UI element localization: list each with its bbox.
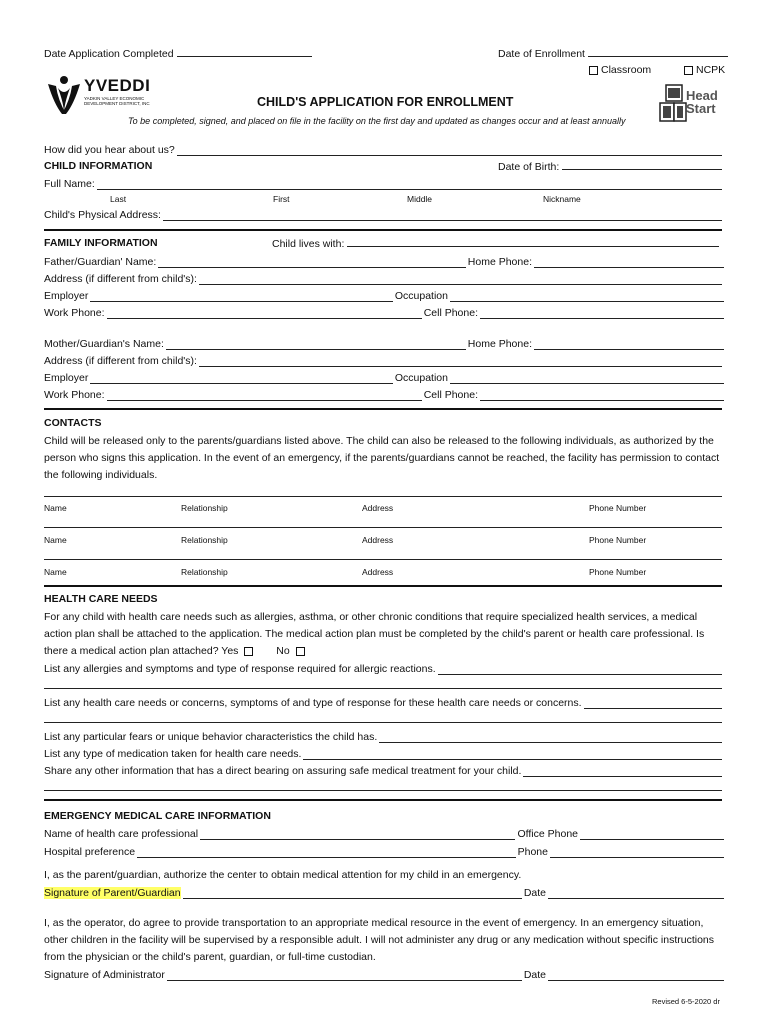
- father-work-phone-field[interactable]: [107, 309, 422, 319]
- fears-field[interactable]: [379, 733, 722, 743]
- admin-date-field[interactable]: [548, 971, 724, 981]
- father-home-phone-label: Home Phone:: [467, 256, 532, 268]
- full-name-field[interactable]: [97, 180, 722, 190]
- lives-with-label: Child lives with:: [272, 238, 345, 250]
- mother-name-label: Mother/Guardian's Name:: [44, 338, 164, 350]
- contact-1-name-label: Name: [44, 503, 67, 513]
- head-start-line1: Head: [686, 88, 718, 103]
- father-employer-row: [44, 288, 724, 302]
- contact-1-relationship-label: Relationship: [181, 503, 228, 513]
- other-info-label: Share any other information that has a direct bearing on assuring safe medical treatment for your child.: [44, 765, 522, 777]
- other-info-field[interactable]: [523, 767, 722, 777]
- contact-3-line[interactable]: [44, 559, 722, 560]
- other-info-row: [44, 763, 724, 777]
- concerns-field[interactable]: [584, 699, 722, 709]
- classroom-option[interactable]: [589, 64, 651, 76]
- yveddi-figure-icon: [44, 74, 84, 116]
- parent-signature-label: Signature of Parent/Guardian: [44, 887, 181, 899]
- contact-3-relationship-label: Relationship: [181, 567, 228, 577]
- allergies-label: List any allergies and symptoms and type of response required for allergic reactions.: [44, 663, 436, 675]
- contacts-text: Child will be released only to the parents/guardians listed above. The child can also be released to the following individuals, as authorized by the person who signs this application. In the event of an emergency, if the parents/guardians cannot be reached, the facility has permission to contact the following individuals.: [44, 435, 720, 481]
- father-name-field[interactable]: [158, 258, 465, 268]
- dob-label: Date of Birth:: [498, 161, 560, 173]
- father-cell-phone-label: Cell Phone:: [423, 307, 478, 319]
- child-address-label: Child's Physical Address:: [44, 209, 161, 221]
- mother-work-phone-field[interactable]: [107, 391, 422, 401]
- mother-employer-label: Employer: [44, 372, 89, 384]
- medication-row: [44, 746, 724, 760]
- mother-address-label: Address (if different from child's):: [44, 355, 197, 367]
- father-home-phone-field[interactable]: [534, 258, 724, 268]
- mother-work-phone-label: Work Phone:: [44, 389, 105, 401]
- no-checkbox[interactable]: [296, 647, 305, 656]
- allergies-row: [44, 661, 724, 675]
- father-occupation-label: Occupation: [394, 290, 448, 302]
- authorize-text: I, as the parent/guardian, authorize the center to obtain medical attention for my child in an emergency.: [44, 869, 522, 881]
- family-info-title: FAMILY INFORMATION: [44, 237, 158, 249]
- hospital-field[interactable]: [137, 848, 516, 858]
- mother-employer-row: [44, 370, 724, 384]
- office-phone-label: Office Phone: [517, 828, 578, 840]
- head-start-logo: [658, 83, 728, 125]
- father-address-label: Address (if different from child's):: [44, 273, 197, 285]
- dob-field[interactable]: [562, 160, 722, 170]
- admin-signature-field[interactable]: [167, 971, 522, 981]
- mother-cell-phone-label: Cell Phone:: [423, 389, 478, 401]
- name-part-last: Last: [110, 194, 127, 204]
- child-address-row: [44, 207, 724, 221]
- classroom-checkbox[interactable]: [589, 66, 598, 75]
- name-part-middle: Middle: [407, 194, 433, 204]
- hear-about-us-label: How did you hear about us?: [44, 144, 175, 156]
- concerns-extra-line[interactable]: [44, 722, 722, 723]
- mother-occupation-field[interactable]: [450, 374, 724, 384]
- contact-3-address-label: Address: [362, 567, 394, 577]
- parent-signature-field[interactable]: [183, 889, 522, 899]
- date-completed-field[interactable]: [177, 47, 312, 57]
- hospital-label: Hospital preference: [44, 846, 136, 858]
- professional-row: [44, 826, 724, 840]
- revised-footer: Revised 6-5-2020 dr: [652, 997, 720, 1006]
- no-label: No: [276, 645, 290, 657]
- date-enrollment-field[interactable]: [588, 47, 728, 57]
- full-name-label: Full Name:: [44, 178, 95, 190]
- father-address-field[interactable]: [199, 275, 722, 285]
- contact-2-relationship-label: Relationship: [181, 535, 228, 545]
- fears-label: List any particular fears or unique behavior characteristics the child has.: [44, 731, 378, 743]
- allergies-field[interactable]: [438, 665, 722, 675]
- contact-2-name-label: Name: [44, 535, 67, 545]
- mother-home-phone-field[interactable]: [534, 340, 724, 350]
- professional-label: Name of health care professional: [44, 828, 199, 840]
- ncpk-checkbox[interactable]: [684, 66, 693, 75]
- hospital-phone-field[interactable]: [550, 848, 724, 858]
- contact-1-address-label: Address: [362, 503, 394, 513]
- date-completed-label: Date Application Completed: [44, 48, 174, 60]
- hospital-row: [44, 844, 724, 858]
- section-divider: [44, 229, 722, 231]
- father-name-label: Father/Guardian' Name:: [44, 256, 157, 268]
- ncpk-option[interactable]: [684, 64, 725, 76]
- name-part-first: First: [273, 194, 290, 204]
- admin-date-label: Date: [523, 969, 546, 981]
- parent-date-field[interactable]: [548, 889, 724, 899]
- contacts-title: CONTACTS: [44, 417, 102, 429]
- medication-field[interactable]: [303, 750, 722, 760]
- yes-label: Yes: [221, 645, 239, 657]
- page-title: CHILD'S APPLICATION FOR ENROLLMENT: [257, 95, 514, 109]
- date-application-completed-row: [44, 47, 312, 60]
- contact-1-line[interactable]: [44, 496, 722, 497]
- mother-row: [44, 336, 724, 350]
- concerns-label: List any health care needs or concerns, symptoms of and type of response for these health care needs or concerns.: [44, 697, 582, 709]
- operator-text: I, as the operator, do agree to provide transportation to an appropriate medical resource in the event of emergency. In an emergency situation, other children in the facility will be supervised by a responsible adult. I will not administer any drug or any medication without specific instructions from the physician or the child's parent, guardian, or full-time custodian.: [44, 917, 714, 963]
- ncpk-label: NCPK: [696, 64, 726, 76]
- health-text: For any child with health care needs such as allergies, asthma, or other chronic conditions that require specialized health services, a medical action plan shall be attached to the application. The medical action plan must be completed by the child's parent or health care professional. Is there a medical action plan attached?: [44, 611, 705, 657]
- mother-work-phone-row: [44, 387, 724, 401]
- emergency-title: EMERGENCY MEDICAL CARE INFORMATION: [44, 810, 271, 822]
- parent-signature-row: [44, 885, 724, 899]
- health-title: HEALTH CARE NEEDS: [44, 593, 158, 605]
- child-address-field[interactable]: [163, 211, 722, 221]
- mother-employer-field[interactable]: [90, 374, 393, 384]
- date-enrollment-label: Date of Enrollment: [498, 48, 585, 60]
- mother-cell-phone-field[interactable]: [480, 391, 724, 401]
- classroom-label: Classroom: [601, 64, 652, 76]
- contact-1-phone-label: Phone Number: [589, 503, 647, 513]
- head-start-line2: Start: [686, 101, 716, 116]
- yes-checkbox[interactable]: [244, 647, 253, 656]
- head-start-blocks-icon: [658, 83, 688, 123]
- section-divider: [44, 799, 722, 801]
- father-employer-field[interactable]: [90, 292, 393, 302]
- page-subtitle: To be completed, signed, and placed on file in the facility on the first day and updated as changes occur and at least annually: [128, 116, 626, 126]
- mother-address-field[interactable]: [199, 357, 722, 367]
- father-row: [44, 254, 724, 268]
- fears-row: [44, 729, 724, 743]
- contact-2-line[interactable]: [44, 527, 722, 528]
- medication-label: List any type of medication taken for health care needs.: [44, 748, 302, 760]
- mother-name-field[interactable]: [166, 340, 466, 350]
- phone-label: Phone: [517, 846, 548, 858]
- yveddi-logo-text: YVEDDI: [84, 76, 151, 95]
- name-part-nickname: Nickname: [543, 194, 581, 204]
- professional-field[interactable]: [200, 830, 515, 840]
- parent-date-label: Date: [523, 887, 546, 899]
- office-phone-field[interactable]: [580, 830, 724, 840]
- contact-3-name-label: Name: [44, 567, 67, 577]
- contact-2-phone-label: Phone Number: [589, 535, 647, 545]
- full-name-row: [44, 176, 724, 190]
- father-work-phone-label: Work Phone:: [44, 307, 105, 319]
- concerns-row: [44, 695, 724, 709]
- section-divider: [44, 408, 722, 410]
- mother-home-phone-label: Home Phone:: [467, 338, 532, 350]
- mother-address-row: [44, 353, 724, 367]
- yveddi-logo: [44, 74, 154, 118]
- mother-occupation-label: Occupation: [394, 372, 448, 384]
- allergies-extra-line[interactable]: [44, 688, 722, 689]
- yveddi-logo-subtext: YADKIN VALLEY ECONOMIC DEVELOPMENT DISTRICT, INC: [84, 96, 150, 106]
- hear-about-us-field[interactable]: [177, 146, 722, 156]
- father-occupation-field[interactable]: [450, 292, 724, 302]
- section-divider: [44, 585, 722, 587]
- date-enrollment-row: [498, 47, 728, 60]
- hear-about-us-row: [44, 142, 724, 156]
- child-info-title: CHILD INFORMATION: [44, 160, 153, 172]
- lives-with-row: [272, 237, 719, 250]
- contact-3-phone-label: Phone Number: [589, 567, 647, 577]
- lives-with-field[interactable]: [347, 237, 719, 247]
- contact-2-address-label: Address: [362, 535, 394, 545]
- father-cell-phone-field[interactable]: [480, 309, 724, 319]
- dob-row: [498, 160, 722, 173]
- admin-signature-label: Signature of Administrator: [44, 969, 165, 981]
- admin-signature-row: [44, 967, 724, 981]
- health-text-block: [44, 609, 724, 660]
- father-employer-label: Employer: [44, 290, 89, 302]
- other-info-extra-line[interactable]: [44, 790, 722, 791]
- father-address-row: [44, 271, 724, 285]
- father-work-phone-row: [44, 305, 724, 319]
